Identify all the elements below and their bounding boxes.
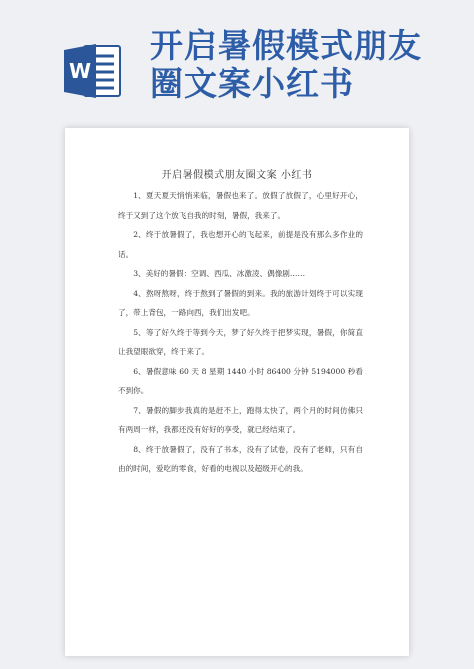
document-title: 开启暑假模式朋友圈文案 小红书 bbox=[161, 170, 313, 181]
word-document-icon bbox=[62, 40, 124, 102]
paragraph: 6、暑假意味 60 天 8 星期 1440 小时 86400 分钟 5194000 秒看不到你。 bbox=[118, 366, 363, 395]
cover-title: 开启暑假模式朋友圈文案小红书 bbox=[150, 26, 422, 103]
cover-header bbox=[0, 0, 474, 118]
paragraph: 5、等了好久终于等到今天，梦了好久终于把梦实现，暑假，你简直让我望眼欲穿，终于来了。 bbox=[118, 327, 363, 356]
paragraph: 2、终于放暑假了，我也想开心的飞起来，前提是没有那么多作业的话。 bbox=[118, 230, 363, 259]
paragraph: 1、夏天夏天悄悄来临，暑假也来了。放假了放假了，心里好开心，终于又到了这个放飞自我的时刻，暑假，我来了。 bbox=[118, 191, 363, 220]
svg-text:W: W bbox=[68, 59, 92, 83]
document-page bbox=[65, 128, 409, 656]
paragraph: 4、熬呀熬呀，终于熬到了暑假的到来。我的旅游计划终于可以实现了，带上背包，一路向西，我们出发吧。 bbox=[118, 288, 363, 317]
paragraph: 8、终于放暑假了，没有了书本，没有了试卷，没有了老师，只有自由的时间，爱吃的零食，好看的电视以及超级开心的我。 bbox=[118, 444, 363, 473]
document-body bbox=[118, 186, 363, 479]
paragraph: 3、美好的暑假：空调、西瓜、冰激凌、偶像剧…… bbox=[133, 269, 306, 278]
paragraph: 7、暑假的脚步我真的是赶不上，跑得太快了，两个月的时间仿佛只有两周一样，我都还没有好好的享受，就已经结束了。 bbox=[118, 405, 363, 434]
